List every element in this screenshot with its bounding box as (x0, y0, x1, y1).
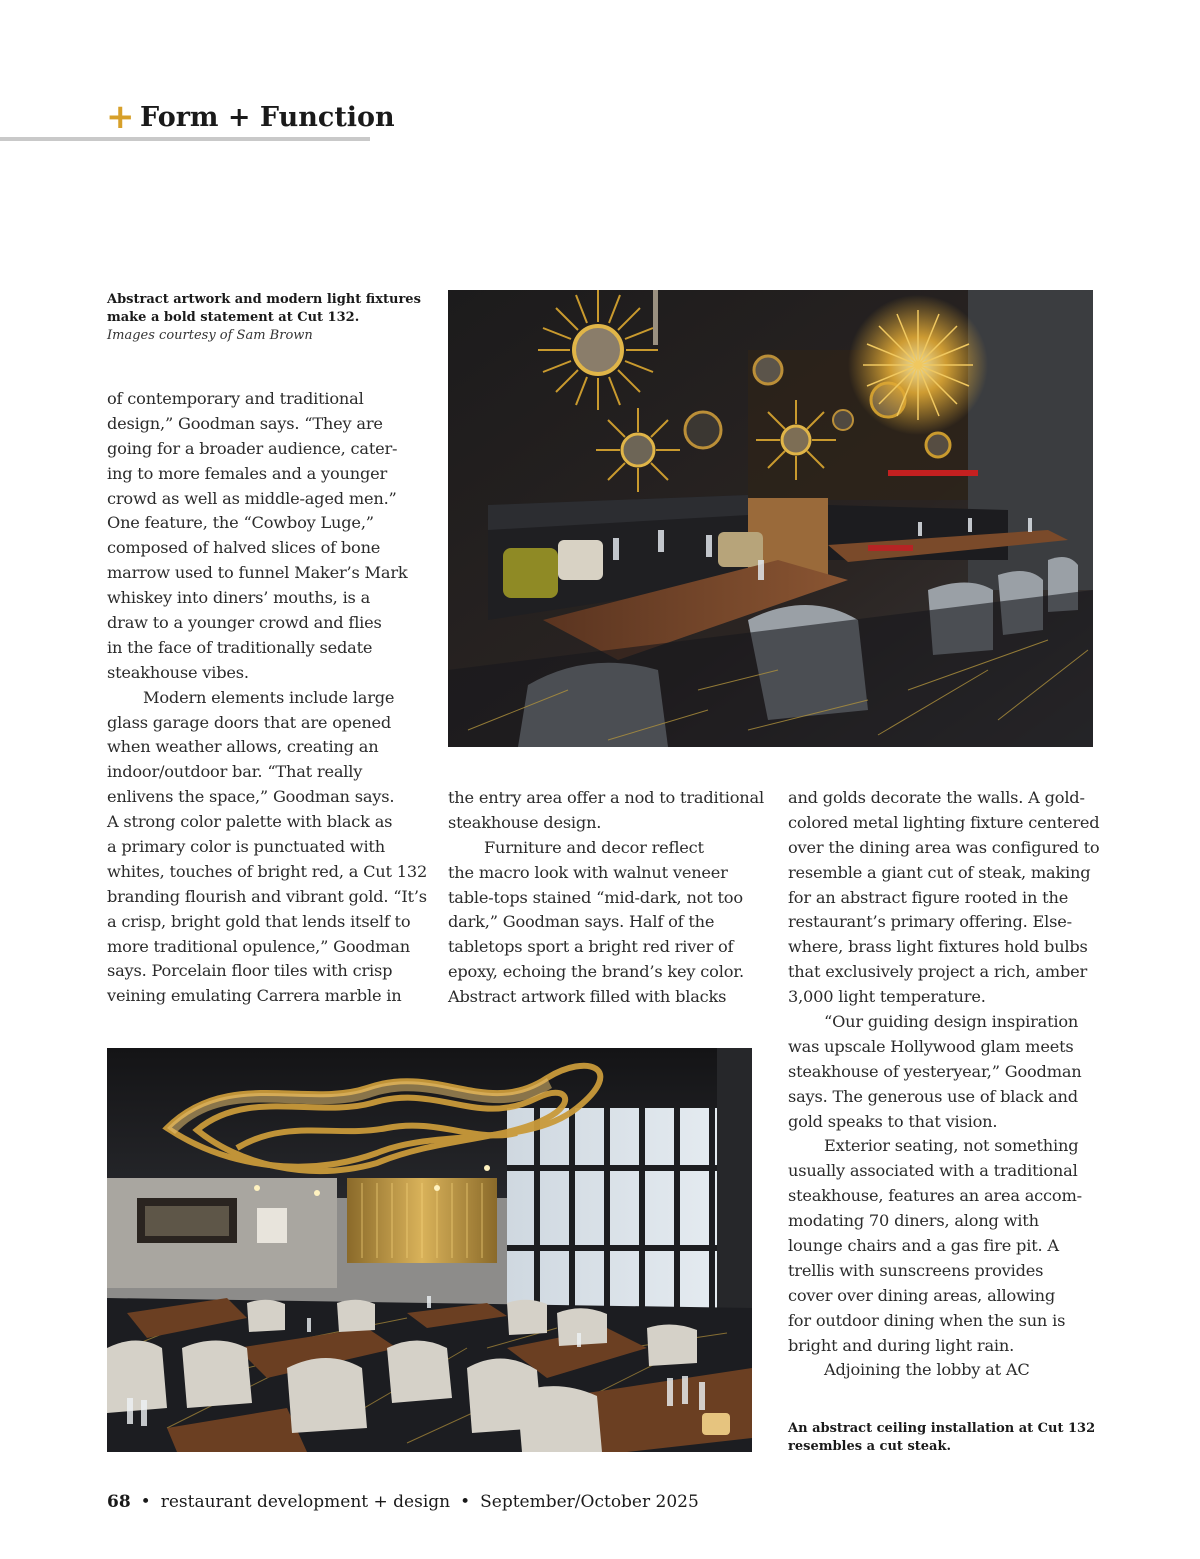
text-line: tabletops sport a bright red river of (448, 937, 734, 957)
text-line: in the face of traditionally sedate (107, 637, 373, 657)
text-line: usually associated with a traditional (788, 1161, 1078, 1181)
text-line: design,” Goodman says. “They are (107, 413, 383, 433)
issue-date: September/October 2025 (480, 1492, 699, 1512)
text-line: for an abstract figure rooted in the (788, 887, 1069, 907)
text-line: glass garage doors that are opened (107, 712, 392, 732)
text-line: composed of halved slices of bone (107, 538, 381, 558)
text-line: the entry area offer a nod to traditional (448, 788, 764, 807)
photo-caption-top (107, 291, 427, 345)
text-line: A strong color palette with black as (107, 812, 393, 832)
text-line: colored metal lighting fixture centered (788, 812, 1100, 832)
photo-credit: Images courtesy of Sam Brown (107, 328, 313, 343)
text-line: table-tops stained “mid-dark, not too (448, 887, 743, 907)
text-line: Abstract artwork filled with blacks (448, 987, 727, 1007)
text-line: branding flourish and vibrant gold. “It’s (107, 886, 427, 906)
text-line: “Our guiding design inspiration (824, 1012, 1079, 1032)
text-line: crowd as well as middle-aged men.” (107, 488, 397, 508)
text-line: bright and during light rain. (788, 1335, 1015, 1355)
text-line: where, brass light fixtures hold bulbs (788, 937, 1088, 957)
text-line: veining emulating Carrera marble in (107, 986, 402, 1006)
text-line: indoor/outdoor bar. “That really (107, 762, 363, 782)
text-line: restaurant’s primary offering. Else- (788, 912, 1072, 932)
text-line: ing to more females and a younger (107, 463, 388, 483)
text-line: when weather allows, creating an (107, 737, 379, 757)
text-line: lounge chairs and a gas fire pit. A (788, 1236, 1059, 1256)
text-line: more traditional opulence,” Goodman (107, 936, 410, 956)
caption-line: make a bold statement at Cut 132. (107, 310, 360, 325)
text-line: for outdoor dining when the sun is (788, 1310, 1066, 1330)
section-title: Form + Function (140, 102, 395, 133)
text-line: steakhouse of yesteryear,” Goodman (788, 1061, 1082, 1081)
text-line: One feature, the “Cowboy Luge,” (107, 513, 374, 533)
section-header (0, 96, 395, 142)
text-line: whiskey into diners’ mouths, is a (107, 588, 371, 608)
text-line: marrow used to funnel Maker’s Mark (107, 563, 408, 583)
text-line: that exclusively project a rich, amber (788, 962, 1088, 982)
text-line: steakhouse design. (448, 812, 602, 832)
text-line: over the dining area was configured to (788, 837, 1100, 857)
caption-line: resembles a cut steak. (788, 1439, 952, 1454)
header-rule (0, 137, 370, 141)
text-line: Modern elements include large (143, 687, 395, 707)
photo-main-dining (107, 1048, 752, 1452)
caption-line: Abstract artwork and modern light fixtures (107, 292, 421, 307)
text-line: says. The generous use of black and (788, 1086, 1078, 1106)
photo-caption-bottom (788, 1420, 1108, 1456)
photo-booth-dining (448, 290, 1093, 747)
text-line: of contemporary and traditional (107, 389, 364, 408)
caption-line: An abstract ceiling installation at Cut 132 (788, 1421, 1096, 1436)
text-line: trellis with sunscreens provides (788, 1260, 1044, 1280)
page-number: 68 (107, 1492, 131, 1512)
text-line: 3,000 light temperature. (788, 987, 986, 1007)
text-line: whites, touches of bright red, a Cut 132 (107, 861, 428, 881)
text-line: the macro look with walnut veneer (448, 862, 728, 882)
text-column-right (788, 786, 1099, 1383)
text-column-left (107, 387, 427, 1009)
text-line: a primary color is punctuated with (107, 837, 385, 857)
text-line: a crisp, bright gold that lends itself to (107, 911, 411, 931)
text-line: enlivens the space,” Goodman says. (107, 787, 395, 807)
text-line: and golds decorate the walls. A gold- (788, 788, 1085, 807)
publication-name: restaurant development + design (160, 1492, 451, 1512)
bullet-separator: • (460, 1492, 471, 1512)
text-column-middle (448, 786, 764, 1010)
page-footer (107, 1492, 699, 1512)
text-line: gold speaks to that vision. (788, 1111, 998, 1131)
text-line: draw to a younger crowd and flies (107, 613, 382, 633)
text-line: was upscale Hollywood glam meets (788, 1036, 1074, 1056)
text-line: says. Porcelain floor tiles with crisp (107, 961, 393, 981)
text-line: steakhouse vibes. (107, 662, 249, 682)
text-line: Exterior seating, not something (824, 1136, 1079, 1156)
text-line: epoxy, echoing the brand’s key color. (448, 962, 744, 982)
text-line: going for a broader audience, cater- (107, 438, 398, 458)
plus-icon: + (106, 97, 135, 137)
text-line: resemble a giant cut of steak, making (788, 862, 1091, 882)
text-line: steakhouse, features an area accom- (788, 1186, 1082, 1206)
text-line: dark,” Goodman says. Half of the (448, 912, 715, 932)
bullet-separator: • (140, 1492, 151, 1512)
text-line: Adjoining the lobby at AC (824, 1360, 1030, 1380)
text-line: cover over dining areas, allowing (788, 1285, 1056, 1305)
text-line: modating 70 diners, along with (788, 1211, 1039, 1231)
text-line: Furniture and decor reflect (484, 837, 704, 857)
